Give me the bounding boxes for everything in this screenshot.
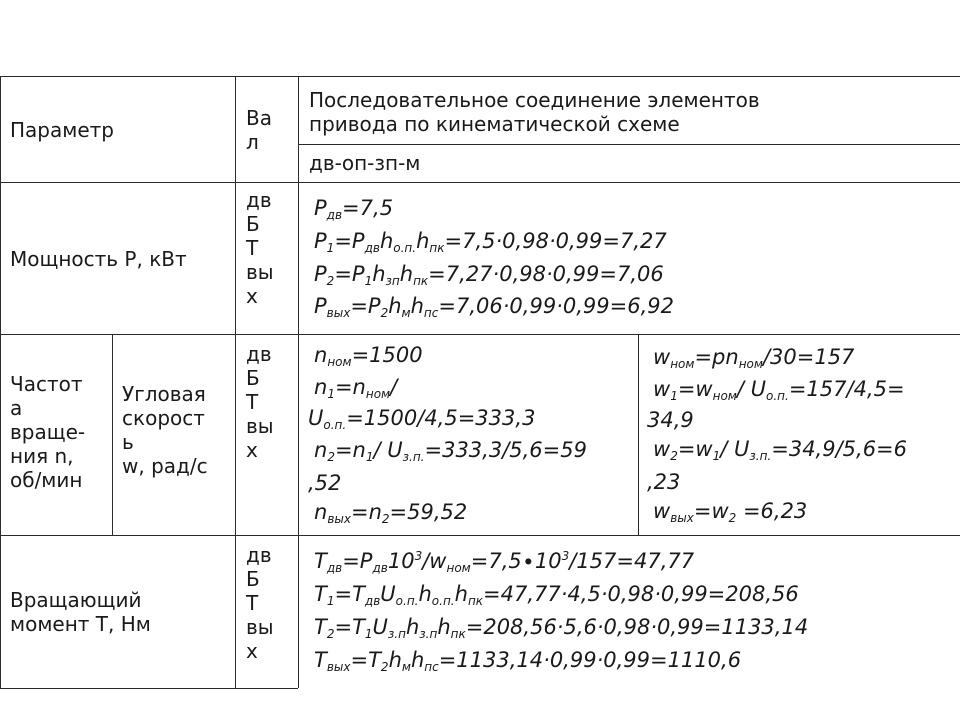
formula-w2: $w_2=w_1/$ $U_{з.п.}=34,9/5,6=6$ [653,437,908,463]
power-shaft-labels [246,188,274,308]
shaft-label: дв [246,543,272,567]
freq-label-line: а [10,396,23,420]
formula-t-vyh: $T_{вых}=T_2h_мh_{пс}=1133,14\cdot 0,99\cdot 0,99=1110,6$ [314,648,742,674]
header-shaft [246,106,272,154]
shaft-label: х [246,284,258,308]
angular-label-line: Угловая [122,382,206,406]
header-param: Параметр [10,118,114,142]
rule-col-formula [298,76,299,688]
shaft-label: х [246,639,258,663]
formula-t-dv: $T_{дв}=P_{дв}10^3/w_{ном}=7,5\cdot 10^3/157=47,77$ [314,549,695,575]
freq-label-line: ния n, [10,444,74,468]
shaft-label: вы [246,414,274,438]
rule-bottom [0,688,298,689]
shaft-label: вы [246,260,274,284]
formula-t1: $T_1=T_{дв}U_{о.п.}h_{о.п.}h_{пк}=47,77\cdot 4,5\cdot 0,98\cdot 0,99=208,56$ [314,582,799,608]
formula-w2-cont: ,23 [647,470,681,494]
shaft-label: дв [246,342,272,366]
rule-col-omega [638,334,639,535]
formula-n-vyh: $n_{вых}=n_2=59,52$ [314,500,468,526]
rule-under-header [0,182,960,183]
header-title-line: привода по кинематической схеме [309,112,680,136]
angular-label [122,382,208,478]
torque-label-line: Вращающий [10,588,142,612]
formula-n1: $n_1=n_{ном}/$ [314,375,398,401]
rule-under-freq [0,535,960,536]
formula-p-dv: $P_{дв}=7,5$ [314,196,394,222]
freq-label [10,372,85,492]
header-shaft-line: Ва [246,106,272,130]
freq-label-line: Частот [10,372,83,396]
shaft-label: Б [246,212,260,236]
header-shaft-line: л [246,130,259,154]
formula-n2-cont: ,52 [308,471,342,495]
formula-w-nom: $w_{ном}=pn_{ном}/30=157$ [653,345,855,371]
rule-top [0,76,960,77]
torque-label-line: момент T, Нм [10,612,151,636]
rule-col-shaft [235,76,236,688]
angular-label-line: скорост [122,406,205,430]
rule-col-angular [112,334,113,535]
formula-w1: $w_1=w_{ном}/$ $U_{о.п.}=157/4,5=$ [653,377,905,403]
formula-p2: $P_2=P_1h_{зп}h_{пк}=7,27\cdot 0,98\cdot 0,99=7,06$ [314,262,664,288]
shaft-label: Т [246,236,259,260]
shaft-label: Т [246,591,259,615]
formula-p1: $P_1=P_{дв}h_{о.п.}h_{пк}=7,5\cdot 0,98\cdot 0,99=7,27$ [314,229,667,255]
formula-t2: $T_2=T_1U_{з.п}h_{з.п}h_{пк}=208,56\cdot 5,6\cdot 0,98\cdot 0,99=1133,14$ [314,615,809,641]
header-title [309,88,760,136]
formula-n2: $n_2=n_1/$ $U_{з.п.}=333,3/5,6=59$ [314,438,587,464]
formula-w1-cont: 34,9 [647,408,694,432]
torque-shaft-labels [246,543,274,663]
header-scheme: дв-оп-зп-м [309,151,421,175]
shaft-label: Б [246,567,260,591]
angular-label-line: w, рад/с [122,454,208,478]
freq-shaft-labels [246,342,274,462]
formula-w-vyh: $w_{вых}=w_2 =6,23$ [653,499,808,525]
torque-label [10,588,151,636]
angular-label-line: ь [122,430,134,454]
rule-left [0,76,1,688]
rule-under-title [298,144,960,145]
shaft-label: дв [246,188,272,212]
formula-n1-cont: $U_{о.п.}=1500/4,5=333,3$ [308,406,536,432]
freq-label-line: об/мин [10,468,83,492]
shaft-label: вы [246,615,274,639]
shaft-label: Т [246,390,259,414]
formula-n-nom: $n_{ном}=1500$ [314,343,423,369]
shaft-label: Б [246,366,260,390]
formula-p-vyh: $P_{вых}=P_2h_мh_{пс}=7,06\cdot 0,99\cdot 0,99=6,92$ [314,294,674,320]
power-label: Мощность P, кВт [10,247,187,271]
freq-label-line: враще- [10,420,86,444]
header-title-line: Последовательное соединение элементов [309,88,760,112]
shaft-label: х [246,438,258,462]
rule-under-power [0,334,960,335]
